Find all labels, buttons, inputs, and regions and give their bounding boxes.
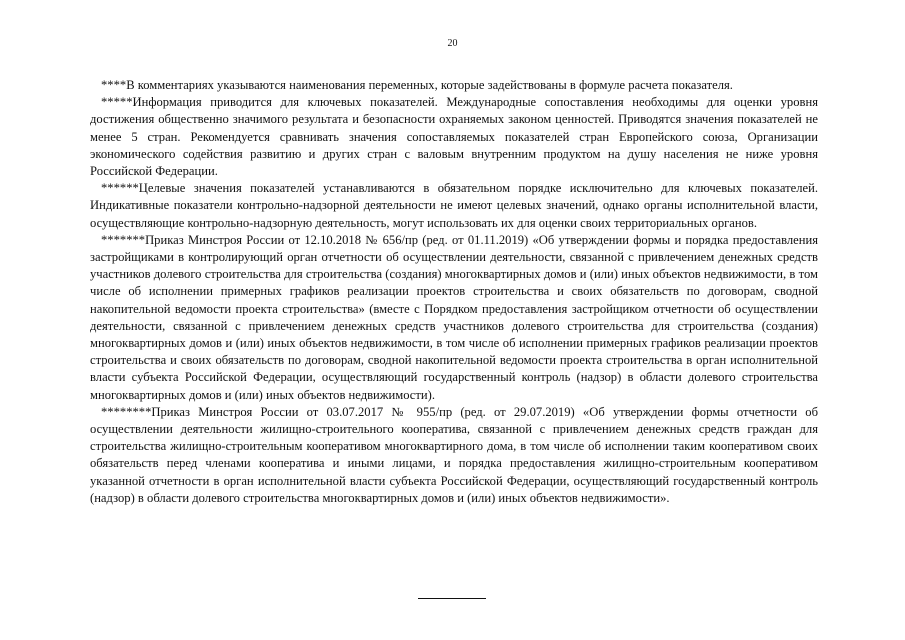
footnote-marker: ********: [101, 404, 152, 419]
closing-rule: [418, 598, 486, 599]
footnote-international-comparison: [90, 94, 818, 180]
footnote-marker: ****: [101, 78, 127, 92]
footnote-marker: ******: [101, 181, 139, 196]
footnote-text: Приказ Минстроя России от 03.07.2017 № 955/пр (ред. от 29.07.2019) «Об утверждении формы отчетности об осуществлении деятельности жилищно-строительного кооператива, связанной с привлечением денежных средств граждан для строительства жилищно-строительным кооперативом многоквартирного дома, в том числе об исполнении таким кооперативом своих обязательств перед членами кооператива и иными лицами, и порядка предоставления жилищно-строительным кооперативом указанной отчетности в орган исполнительной власти субъекта Российской Федерации, осуществляющий государственный контроль (надзор) в области долевого строительства многоквартирных домов и (или) иных объектов недвижимости».: [90, 404, 818, 505]
footnote-marker: *******: [101, 232, 146, 247]
footnote-order-955: [90, 404, 818, 507]
footnote-text: В комментариях указываются наименования переменных, которые задействованы в формуле расчета показателя.: [126, 78, 733, 92]
footnote-order-656: [90, 232, 818, 404]
page-number: 20: [447, 38, 458, 49]
footnote-text: Информация приводится для ключевых показателей. Международные сопоставления необходимы для оценки уровня достижения общественно значимого результата и безопасности охраняемых законом ценностей. Приводятся значения показателей не менее 5 стран. Рекомендуется сравнивать значения сопоставляемых показателей стран Европейского союза, Организации экономического содействия развитию и других стран с валовым внутренним продуктом на душу населения не ниже уровня Российской Федерации.: [90, 95, 818, 179]
footnote-target-values: [90, 180, 818, 232]
footnote-variables-comment: [90, 77, 818, 94]
footnote-text: Приказ Минстроя России от 12.10.2018 № 656/пр (ред. от 01.11.2019) «Об утверждении формы и порядка предоставления застройщиками в контролирующий орган отчетности об осуществлении деятельности, связанной с привлечением денежных средств участников долевого строительства для строительства (создания) многоквартирных домов и (или) иных объектов недвижимости, в том числе об исполнении примерных графиков реализации проектов строительства и своих обязательств по договорам, сводной накопительной ведомости проекта строительства» (вместе с Порядком предоставления застройщиком отчетности об осуществлении деятельности, связанной с привлечением денежных средств участников долевого строительства для строительства (создания) многоквартирных домов и (или) иных объектов недвижимости, в том числе об исполнении примерных графиков реализации проектов строительства и своих обязательств по договорам, сводной накопительной ведомости проекта строительства в орган исполнительной власти субъекта Российской Федерации, осуществляющий государственный контроль (надзор) в области долевого строительства многоквартирных домов и (или) иных объектов недвижимости).: [90, 232, 818, 402]
footnote-marker: *****: [101, 95, 133, 110]
footnote-text: Целевые значения показателей устанавливаются в обязательном порядке исключительно для ключевых показателей. Индикативные показатели контрольно-надзорной деятельности не имеют целевых значений, однако органы исполнительной власти, осуществляющие контрольно-надзорную деятельность, могут использовать их для оценки своих территориальных органов.: [90, 181, 818, 230]
footnotes-block: [90, 77, 818, 507]
